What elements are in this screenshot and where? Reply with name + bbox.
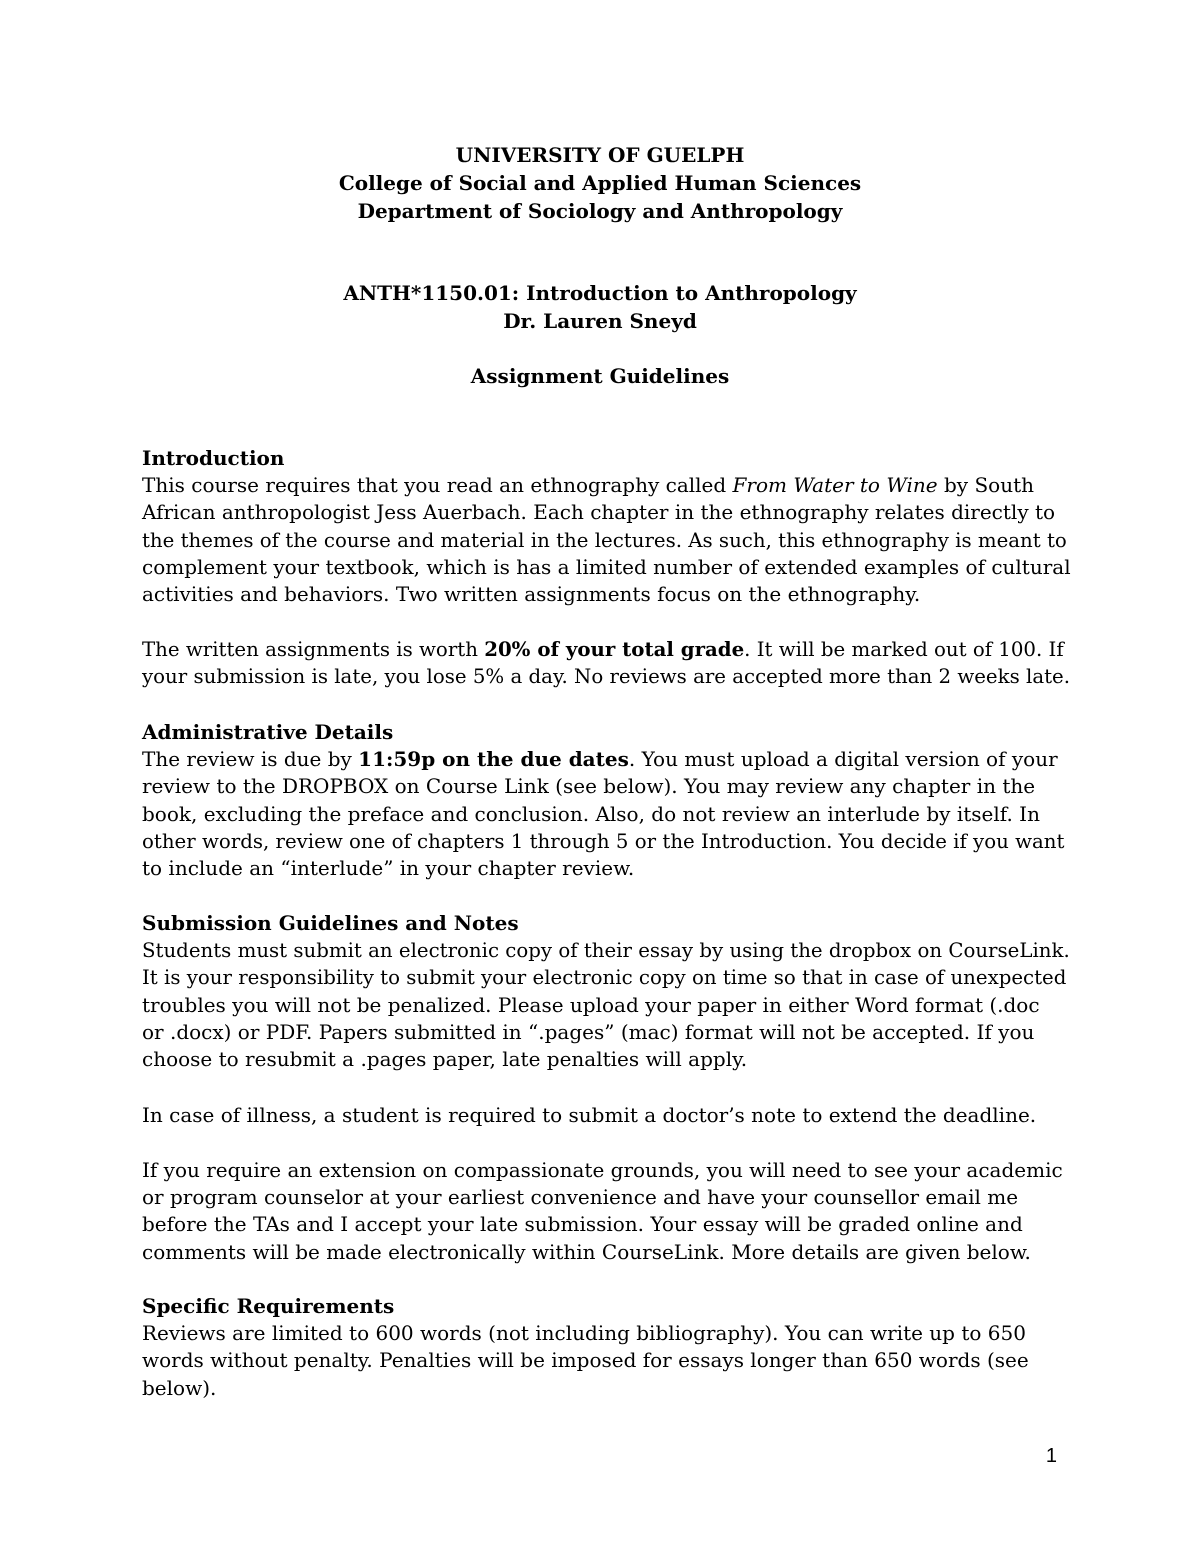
document-title: Assignment Guidelines — [470, 364, 730, 388]
paragraph-line — [142, 472, 1072, 499]
paragraph-line: or program counselor at your earliest convenience and have your counsellor email me — [142, 1185, 1019, 1210]
text-run: . You must upload a digital version of your — [628, 747, 1058, 772]
course-title: ANTH*1150.01: Introduction to Anthropology — [343, 281, 857, 305]
paragraph-line: complement your textbook, which is has a limited number of extended examples of cultural — [142, 554, 1071, 579]
university-name: UNIVERSITY OF GUELPH — [455, 143, 745, 167]
illness-paragraph — [142, 1102, 1072, 1129]
paragraph-line: your submission is late, you lose 5% a day. No reviews are accepted more than 2 weeks late. — [142, 665, 1070, 689]
paragraph-line: Reviews are limited to 600 words (not including bibliography). You can write up to 650 — [142, 1321, 1026, 1346]
text-run: The review is due by — [142, 747, 359, 772]
paragraph-line: review to the DROPBOX on Course Link (see below). You may review any chapter in the — [142, 774, 1036, 799]
paragraph-line: the themes of the course and material in the lectures. As such, this ethnography is meant to — [142, 528, 1067, 552]
instructor-name: Dr. Lauren Sneyd — [503, 309, 697, 333]
document-title-block — [0, 362, 1200, 390]
paragraph-line: other words, review one of chapters 1 through 5 or the Introduction. You decide if you want — [142, 829, 1065, 853]
due-time: 11:59p on the due dates — [358, 747, 629, 772]
grading-paragraph — [142, 636, 1072, 690]
paragraph-line: or .docx) or PDF. Papers submitted in “.pages” (mac) format will not be accepted. If you — [142, 1019, 1035, 1044]
department-name: Department of Sociology and Anthropology — [357, 199, 843, 223]
page-number: 1 — [1045, 1445, 1057, 1467]
text-run: . It will be marked out of 100. If — [744, 638, 1064, 661]
section-heading-requirements: Specific Requirements — [142, 1294, 395, 1318]
text-run: This course requires that you read an ethnography called — [142, 473, 733, 498]
paragraph-line: comments will be made electronically within CourseLink. More details are given below. — [142, 1239, 1031, 1264]
text-run: The written assignments is worth — [142, 638, 485, 661]
section-heading-submission: Submission Guidelines and Notes — [142, 911, 519, 935]
paragraph-line — [142, 636, 1072, 663]
course-header — [0, 279, 1200, 335]
paragraph-line: It is your responsibility to submit your electronic copy on time so that in case of unexpected — [142, 966, 1067, 990]
text-run: by South — [937, 473, 1034, 498]
paragraph-line: troubles you will not be penalized. Please upload your paper in either Word format (.doc — [142, 992, 1040, 1017]
paragraph-line — [142, 746, 1072, 773]
section-heading-introduction: Introduction — [142, 446, 285, 470]
requirements-section — [142, 1293, 1072, 1402]
paragraph-line: activities and behaviors. Two written assignments focus on the ethnography. — [142, 582, 921, 607]
paragraph-line: before the TAs and I accept your late submission. Your essay will be graded online and — [142, 1212, 1023, 1237]
college-name: College of Social and Applied Human Sciences — [338, 171, 862, 195]
grade-weight: 20% of your total grade — [484, 637, 745, 661]
paragraph-line: to include an “interlude” in your chapter review. — [142, 856, 635, 881]
extension-paragraph — [142, 1157, 1072, 1266]
administrative-section — [142, 719, 1072, 882]
paragraph-line: In case of illness, a student is required to submit a doctor’s note to extend the deadline. — [142, 1103, 1037, 1127]
paragraph-line: If you require an extension on compassionate grounds, you will need to see your academic — [142, 1158, 1063, 1182]
paragraph-line: book, excluding the preface and conclusion. Also, do not review an interlude by itself. In — [142, 801, 1040, 826]
section-heading-administrative: Administrative Details — [142, 720, 394, 744]
introduction-section — [142, 445, 1072, 608]
paragraph-line: words without penalty. Penalties will be imposed for essays longer than 650 words (see — [142, 1348, 1029, 1373]
paragraph-line: African anthropologist Jess Auerbach. Each chapter in the ethnography relates directly to — [142, 500, 1056, 525]
paragraph-line: below). — [142, 1375, 217, 1400]
book-title: From Water to Wine — [732, 473, 938, 498]
submission-section — [142, 910, 1072, 1073]
paragraph-line: choose to resubmit a .pages paper, late penalties will apply. — [142, 1047, 748, 1072]
paragraph-line: Students must submit an electronic copy of their essay by using the dropbox on CourseLink. — [142, 939, 1070, 963]
institution-header — [0, 141, 1200, 225]
